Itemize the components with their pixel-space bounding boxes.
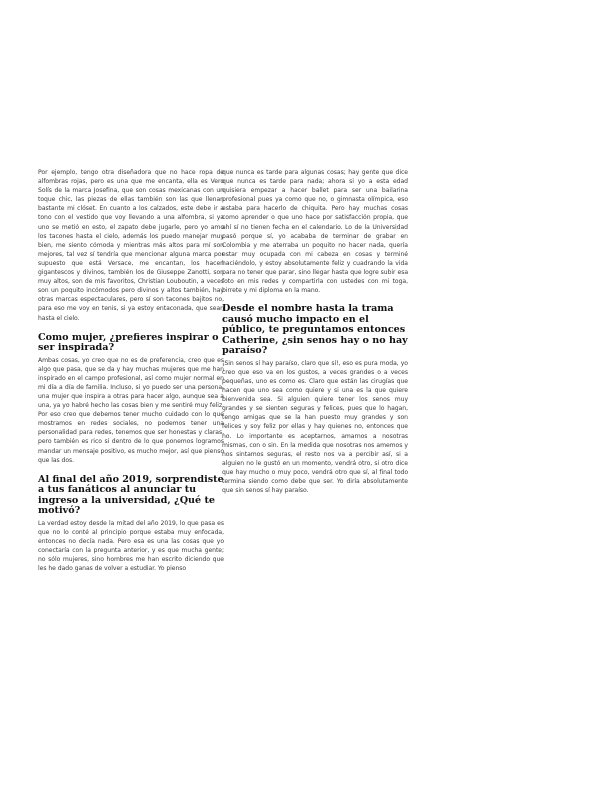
answer-inspire: Ambas cosas, yo creo que no es de preferencia, creo que es algo que pasa, que se da y hay muchas mujeres que me han inspirado en el campo profesional, así como mujer normal en mi día a día de familia. Incluso, si yo puedo ser una persona, una mujer que inspira a otras para hacer algo, aunque sea a una, ya yo habré hecho las cosas bien y me sentiré muy feliz. Por eso creo que debemos tener mucho cuidado con lo que mostramos en redes sociales, no podemos tener una personalidad para redes, tenemos que ser honestas y claras, pero también es rico si dentro de lo que ponemos logramos mandar un mensaje positivo, es mucho mejor, así que pienso que las dos. — [38, 356, 224, 464]
question-inspire: Como mujer, ¿prefieres inspirar o ser inspirada? — [38, 331, 219, 354]
answer-university-continued: que nunca es tarde para algunas cosas; hay gente que dice que nunca es tarde para nada; ahora si yo a esta edad quisiera empezar a hacer ballet para ser una bailarina profesional pues ya como que no, o gimnasta olímpica, eso estaba para hacerlo de chiquita. Pero hay muchas cosas como aprender o que uno hace por satisfacción propia, que ahí sí no tienen fecha en el calendario. Lo de la Universidad pasó porque sí, yo acababa de terminar de grabar en Colombia y me aterraba un poquito no hacer nada, quería estar muy ocupada con mi cabeza en cosas y terminé haciéndolo, y estoy absolutamente feliz y cuadrando la vida para no tener que parar, sino llegar hasta que logre subir esa foto en mis redes y compartirla con ustedes con mi toga, birrete y mi diploma en la mano. — [222, 169, 408, 295]
right-column — [222, 168, 408, 495]
left-column — [38, 168, 224, 573]
intro-paragraph: Por ejemplo, tengo otra diseñadora que no hace ropa de alfombras rojas, pero es una que me encanta, ella es Vero Solís de la marca Josefina, que son cosas mexicanas con un toque chic, las piezas de ellas también son las que llenan bastante mi clóset. En cuanto a los calzados, este debe ir a tono con el vestido que voy llevando a una alfombra, si ya uno se metió en esto, el zapato debe jugarle, pero yo amo los tacones hasta el cielo, además los puedo manejar muy bien, me siento cómoda y mientras más altos para mí son mejores, tal vez sí tendría que mencionar alguna marca por supuesto que está Versace, me encantan, los hacen gigantescos y divinos, también los de Giuseppe Zanotti, son muy altos, son de mis favoritos, Christian Louboutin, a veces son un poquito incómodos pero divinos y altos también, hay otras marcas espectaculares, pero sí son tacones bajitos no, para eso me voy en tenis, si ya estoy entaconada, que sean hasta el cielo. — [38, 169, 224, 322]
question-university: Al final del año 2019, sorprendiste a tus fanáticos al anunciar tu ingreso a la universidad, ¿Qué te motivó? — [38, 473, 224, 517]
answer-paradise: ¡Sin senos sí hay paraíso, claro que sí!, eso es pura moda, yo creo que eso va en los gustos, a veces grandes o a veces pequeñas, uno es como es. Claro que están las cirugías que hacen que uno sea como quiere y si una es la que quiere bienvenida sea. Si alguien quiere tener los senos muy grandes y se sienten seguras y felices, pues que lo hagan, tengo amigas que se la han puesto muy grandes y son felices y soy feliz por ellas y hay quienes no, entonces que no. Lo importante es aceptarnos, amarnos a nosotras mismas, con o sin. En la medida que nosotras nos amemos y nos sintamos seguras, el resto nos va a percibir así, si a alguien no le gustó en un momento, vendrá otro, si otro dice que hay mucho o muy poco, vendrá otro que sí, al final todo termina siendo como debe que ser. Yo diría absolutamente que sin senos sí hay paraíso. — [222, 359, 408, 495]
question-paradise: Desde el nombre hasta la trama causó mucho impacto en el público, te preguntamos entonces Catherine, ¿sin senos hay o no hay paraíso? — [222, 303, 408, 357]
answer-university: La verdad estoy desde la mitad del año 2019, lo que pasa es que no lo conté al principio porque estaba muy enfocada, entonces no decía nada. Pero esa es una las cosas que yo conectaría con la pregunta anterior, y es que mucha gente; no sólo mujeres, sino hombres me han escrito diciendo que les he dado ganas de volver a estudiar. Yo pienso — [38, 519, 224, 573]
